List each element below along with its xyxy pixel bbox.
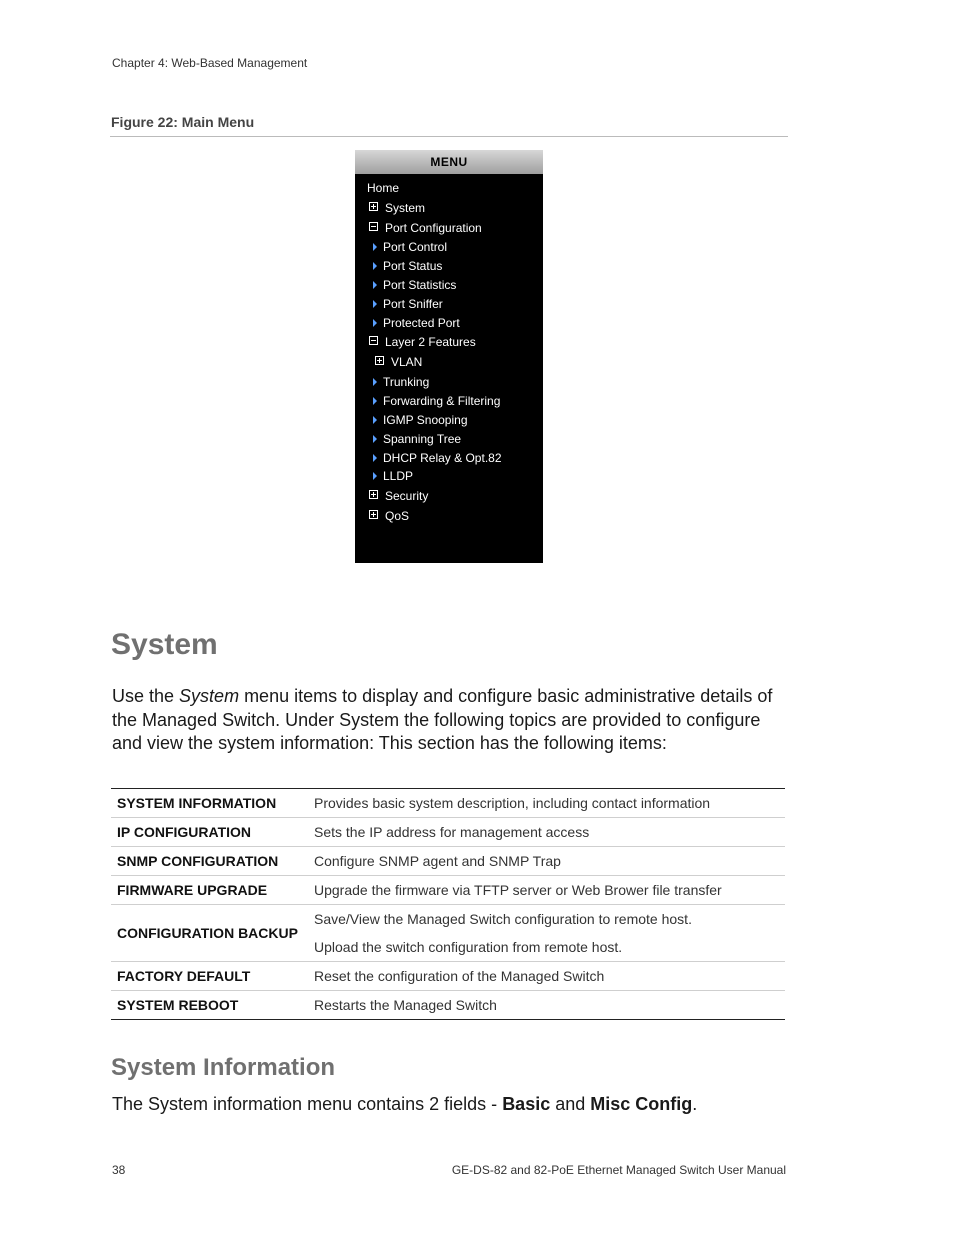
menu-item-label: Port Configuration	[385, 221, 482, 235]
arrow-right-icon	[373, 454, 377, 462]
menu-item	[369, 508, 409, 524]
section-title: System	[111, 628, 218, 661]
arrow-right-icon	[373, 397, 377, 405]
description-line: Reset the configuration of the Managed Switch	[314, 968, 605, 984]
arrow-right-icon	[373, 435, 377, 443]
arrow-right-icon	[373, 300, 377, 308]
menu-title: MENU	[355, 150, 543, 174]
menu-item-label: Security	[385, 489, 429, 503]
table-row	[111, 847, 785, 876]
menu-item-label: DHCP Relay & Opt.82	[383, 451, 502, 465]
menu-item-label: Port Statistics	[383, 278, 457, 292]
description-line: Configure SNMP agent and SNMP Trap	[314, 853, 561, 869]
system-emphasis: System	[179, 686, 240, 706]
menu-item-label: Trunking	[383, 375, 430, 389]
collapse-minus-icon	[369, 222, 378, 231]
item-name: FIRMWARE UPGRADE	[111, 876, 308, 905]
item-name: CONFIGURATION BACKUP	[111, 905, 308, 962]
system-items-table	[111, 788, 785, 1020]
menu-item-label: QoS	[385, 509, 410, 523]
description-line: Save/View the Managed Switch configuration to remote host.	[314, 911, 692, 927]
item-description	[308, 962, 785, 991]
running-header: Chapter 4: Web-Based Management	[112, 56, 308, 70]
arrow-right-icon	[373, 281, 377, 289]
menu-item	[373, 277, 456, 293]
menu-item	[373, 450, 502, 466]
arrow-right-icon	[373, 378, 377, 386]
menu-item	[373, 374, 429, 390]
basic-field-label: Basic	[502, 1094, 551, 1114]
menu-item	[373, 393, 500, 409]
arrow-right-icon	[373, 262, 377, 270]
item-description	[308, 991, 785, 1020]
collapse-minus-icon	[369, 336, 378, 345]
description-line: Restarts the Managed Switch	[314, 997, 497, 1013]
menu-item	[373, 315, 460, 331]
menu-item	[375, 354, 422, 370]
caption-divider	[110, 136, 788, 137]
menu-item-label: Spanning Tree	[383, 432, 462, 446]
menu-item	[373, 239, 447, 255]
arrow-right-icon	[373, 319, 377, 327]
expand-plus-icon	[369, 510, 378, 519]
expand-plus-icon	[369, 202, 378, 211]
expand-plus-icon	[369, 490, 378, 499]
menu-item	[369, 488, 428, 504]
menu-item	[369, 220, 482, 236]
item-name: SNMP CONFIGURATION	[111, 847, 308, 876]
menu-item	[373, 296, 443, 312]
menu-item-label: Protected Port	[383, 316, 460, 330]
item-name: FACTORY DEFAULT	[111, 962, 308, 991]
menu-item-label: Port Control	[383, 240, 448, 254]
menu-item	[373, 258, 442, 274]
item-description	[308, 905, 785, 962]
menu-item-label: Port Status	[383, 259, 443, 273]
item-description	[308, 876, 785, 905]
subsection-text: The System information menu contains 2 fields - Basic and Misc Config.	[112, 1094, 698, 1114]
description-line: Upload the switch configuration from remote host.	[314, 939, 623, 955]
description-line: Sets the IP address for management access	[314, 824, 590, 840]
subsection-title: System Information	[111, 1054, 336, 1081]
figure-caption: Figure 22: Main Menu	[111, 114, 255, 130]
description-line: Provides basic system description, including contact information	[314, 795, 711, 811]
menu-item-label: VLAN	[391, 355, 423, 369]
table-row	[111, 905, 785, 962]
arrow-right-icon	[373, 416, 377, 424]
item-name: IP CONFIGURATION	[111, 818, 308, 847]
menu-item	[373, 431, 461, 447]
table-row	[111, 818, 785, 847]
expand-plus-icon	[375, 356, 384, 365]
misc-config-field-label: Misc Config	[590, 1094, 693, 1114]
menu-item	[373, 468, 413, 484]
section-intro: Use the System menu items to display and configure basic administrative details of the Managed Switch. Under System the following topics are provided to configure and view the system information: This section has the following items:	[112, 686, 773, 753]
menu-item	[373, 412, 468, 428]
main-menu-screenshot	[355, 150, 543, 563]
item-name: SYSTEM INFORMATION	[117, 795, 277, 811]
table-row	[111, 789, 785, 818]
table-row	[111, 962, 785, 991]
table-row	[111, 876, 785, 905]
page-number: 38	[112, 1163, 126, 1177]
menu-item	[369, 200, 425, 216]
item-description	[308, 847, 785, 876]
menu-item-label: Layer 2 Features	[385, 335, 476, 349]
table-row	[111, 991, 785, 1020]
menu-item-label: Home	[367, 181, 400, 195]
menu-item-label: IGMP Snooping	[383, 413, 468, 427]
item-description	[308, 789, 785, 818]
item-name: SYSTEM REBOOT	[111, 991, 308, 1020]
arrow-right-icon	[373, 243, 377, 251]
menu-item-label: Forwarding & Filtering	[383, 394, 501, 408]
item-description	[308, 818, 785, 847]
menu-item-label: System	[385, 201, 426, 215]
manual-title: GE-DS-82 and 82-PoE Ethernet Managed Switch User Manual	[451, 1163, 786, 1177]
description-line: Upgrade the firmware via TFTP server or Web Brower file transfer	[314, 882, 722, 898]
menu-item	[367, 180, 399, 196]
menu-item	[369, 334, 476, 350]
menu-item-label: LLDP	[383, 469, 414, 483]
arrow-right-icon	[373, 472, 377, 480]
menu-item-label: Port Sniffer	[383, 297, 443, 311]
